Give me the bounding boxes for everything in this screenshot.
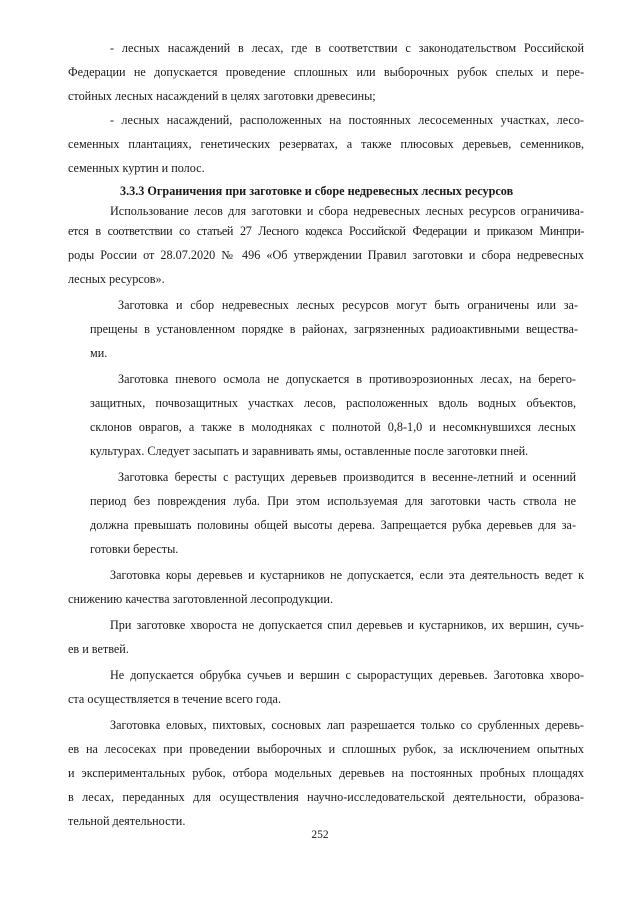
text-line: роды России от 28.07.2020 № 496 «Об утверждении Правил заготовки и сбора недревесных: [68, 248, 584, 262]
text-line: лесных ресурсов».: [68, 272, 165, 286]
text-line: ев на лесосеках при проведении выборочных и сплошных рубок, за исключением опытных: [68, 742, 584, 756]
text-line: ется в соответствии со статьей 27 Лесного кодекса Российской Федерации и приказом Минпри-: [68, 224, 584, 238]
text-line: в лесах, переданных для осуществления научно-исследовательской деятельности, образова-: [68, 790, 584, 804]
text-line: Заготовка еловых, пихтовых, сосновых лап разрешается только со срубленных деревь-: [110, 718, 584, 732]
text-line: - лесных насаждений в лесах, где в соответствии с законодательством Российской: [110, 41, 584, 55]
page-number: 252: [311, 829, 329, 841]
text-line: Использование лесов для заготовки и сбора недревесных лесных ресурсов ограничива-: [110, 204, 584, 218]
text-line: Заготовка коры деревьев и кустарников не допускается, если эта деятельность ведет к: [110, 568, 584, 582]
text-line: Не допускается обрубка сучьев и вершин с сырорастущих деревьев. Заготовка хворо-: [110, 668, 584, 682]
text-line: склонов оврагов, а также в молодняках с полнотой 0,8-1,0 и несомкнувшихся лесных: [90, 420, 576, 434]
text-line: ми.: [90, 346, 108, 360]
text-line: Заготовка и сбор недревесных лесных ресурсов могут быть ограничены или за-: [118, 298, 578, 312]
text-line: - лесных насаждений, расположенных на постоянных лесосеменных участках, лесо-: [110, 113, 584, 127]
text-line: и экспериментальных рубок, отбора модельных деревьев на постоянных пробных площадях: [68, 766, 584, 780]
text-line: снижению качества заготовленной лесопродукции.: [68, 592, 333, 606]
text-line: прещены в установленном порядке в районах, загрязненных радиоактивными вещества-: [90, 322, 578, 336]
text-line: При заготовке хвороста не допускается спил деревьев и кустарников, их вершин, сучь-: [110, 618, 584, 632]
text-line: защитных, почвозащитных участках лесов, расположенных вдоль водных объектов,: [90, 396, 576, 410]
text-line: семенных куртин и полос.: [68, 161, 205, 175]
text-line: готовки бересты.: [90, 542, 179, 556]
section-heading: 3.3.3 Ограничения при заготовке и сборе недревесных лесных ресурсов: [120, 184, 514, 198]
text-line: период без повреждения луба. При этом используемая для заготовки часть ствола не: [90, 494, 576, 508]
text-line: Заготовка бересты с растущих деревьев производится в весенне-летний и осенний: [118, 470, 576, 484]
text-line: тельной деятельности.: [68, 814, 186, 828]
text-line: ев и ветвей.: [68, 642, 129, 656]
text-line: ста осуществляется в течение всего года.: [68, 692, 281, 706]
text-line: семенных плантациях, генетических резерватах, а также плюсовых деревьев, семенников,: [68, 137, 584, 151]
text-line: культурах. Следует засыпать и заравнивать ямы, оставленные после заготовки пней.: [90, 444, 529, 458]
text-line: Заготовка пневого осмола не допускается в противоэрозионных лесах, на берего-: [118, 372, 576, 386]
text-line: стойных лесных насаждений в целях заготовки древесины;: [68, 89, 376, 103]
text-line: Федерации не допускается проведение сплошных или выборочных рубок спелых и пере-: [68, 65, 584, 79]
text-line: должна превышать половины общей высоты дерева. Запрещается рубка деревьев для за-: [90, 518, 576, 532]
